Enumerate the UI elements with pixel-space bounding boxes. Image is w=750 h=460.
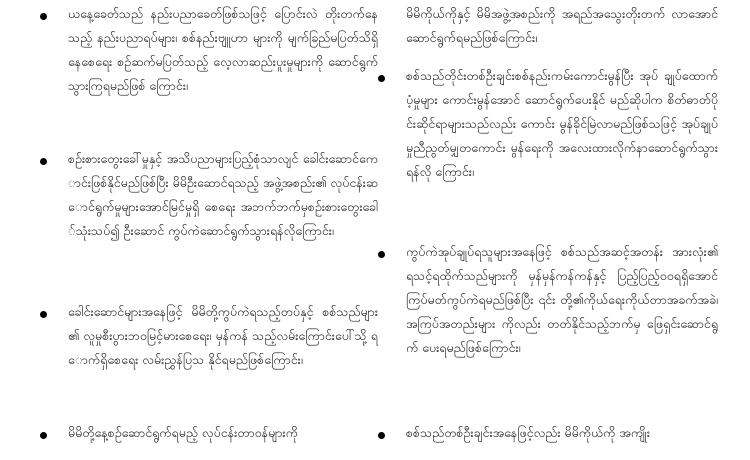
list-item <box>378 2 718 50</box>
list-item-text: ယနေ့ခေတ်သည် နည်းပညာခေတ်ဖြစ်သဖြင့် ပြောင်းလဲ တိုးတက်နေသည့် နည်းပညာရပ်များ၊ စစ်နည်းဗျူဟာ များကို မျက်ခြည်မပြတ်သိရှိနေစေရေး စဉ်ဆက်မပြတ်သည့် လေ့လာဆည်းပူးမှုများကို ဆောင်ရွက်သွားကြရမည်ဖြစ် ကြောင်း၊ <box>68 6 378 93</box>
bullet-icon <box>378 432 385 439</box>
list-item <box>40 300 378 372</box>
list-item-text: ကွပ်ကဲအုပ်ချုပ်ရသူများအနေဖြင့် စစ်သည်အဆင့်အတန်း အားလုံး၏ ရသင့်ရထိုက်သည်များကို မှန်မှန်ကန်ကန်နှင့် ပြည့်ပြည့်ဝဝရရှိအောင် ကြပ်မတ်ကွပ်ကဲရမည်ဖြစ်ပြီး ၎င်း တို့၏ကိုယ်ရေးကိုယ်တာအခက်အခဲ၊ အကြပ်အတည်းများ ကိုလည်း တတ်နိုင်သည့်ဘက်မှ ဖြေရှင်းဆောင်ရွက် ပေးရမည်ဖြစ်ကြောင်း၊ <box>406 244 718 355</box>
list-item-text: စစ်သည်တစ်ဦးချင်းအနေဖြင့်လည်း မိမိကိုယ်ကို အကျိုး <box>406 425 651 440</box>
list-item <box>40 147 378 243</box>
bullet-icon <box>40 13 47 20</box>
list-item <box>378 64 718 184</box>
list-item <box>378 240 718 360</box>
bullet-icon <box>378 251 385 258</box>
bullet-icon <box>40 158 47 165</box>
list-item-text: ခေါင်းဆောင်များအနေဖြင့် မိမိတို့ကွပ်ကဲရသည့်တပ်နှင့် စစ်သည်များ၏ လူမှုစီးပွားဘဝမြင့်မားစေရေး၊ မှန်ကန် သည့်လမ်းကြောင်းပေါ်သို့ ရောက်ရှိစေရေး လမ်းညွှန်ပြသ နိုင်ရမည်ဖြစ်ကြောင်း၊ <box>68 304 378 367</box>
list-item-text: မိမိကိုယ်ကိုနှင့် မိမိအဖွဲ့အစည်းကို အရည်အသွေးတိုးတက် လာအောင် ဆောင်ရွက်ရမည်ဖြစ်ကြောင်း၊ <box>406 6 718 45</box>
list-item <box>378 421 718 445</box>
bullet-icon <box>40 432 47 439</box>
list-item-text: မိမိတို့နေ့စဉ်ဆောင်ရွက်ရမည့် လုပ်ငန်းတာဝန်များကို <box>68 425 298 440</box>
bullet-icon <box>40 311 47 318</box>
bullet-icon <box>378 75 385 82</box>
list-item <box>40 2 378 98</box>
list-item-text: စဉ်းစားတွေးခေါ်မှုနှင့် အသိပညာများပြည့်စုံသာလျင် ခေါင်းဆောင်ကောင်းဖြစ်နိုင်မည်ဖြစ်ပြီး မိမိဦးဆောင်ရသည့် အဖွဲ့အစည်း၏ လုပ်ငန်းဆောင်ရွက်မှုများအောင်မြင်မှုရှိ စေရေး အဘက်ဘက်မှစဉ်းစားတွေးခေါ်သုံးသပ်၍ ဦးဆောင် ကွပ်ကဲဆောင်ရွက်သွားရန်လိုကြောင်း၊ <box>68 151 378 238</box>
list-item-text: စစ်သည်တိုင်းတစ်ဦးချင်းစစ်နည်းကမ်းကောင်းမွန်ပြီး အုပ် ချုပ်ထောက်ပံ့မှုများ ကောင်းမွန်အောင် ဆောင်ရွက်ပေးနိုင် မည်ဆိုပါက စိတ်ဓာတ်ပိုင်းဆိုင်ရာများသည်လည်း ကောင်း မွန်ခိုင်မြဲလာမည်ဖြစ်သဖြင့် အုပ်ချုပ်မှုညီညွတ်မျှတကောင်း မွန်ရေးကို အလေးထားလိုက်နာဆောင်ရွက်သွားရန်လို ကြောင်း၊ <box>406 68 718 179</box>
list-item <box>40 421 378 445</box>
